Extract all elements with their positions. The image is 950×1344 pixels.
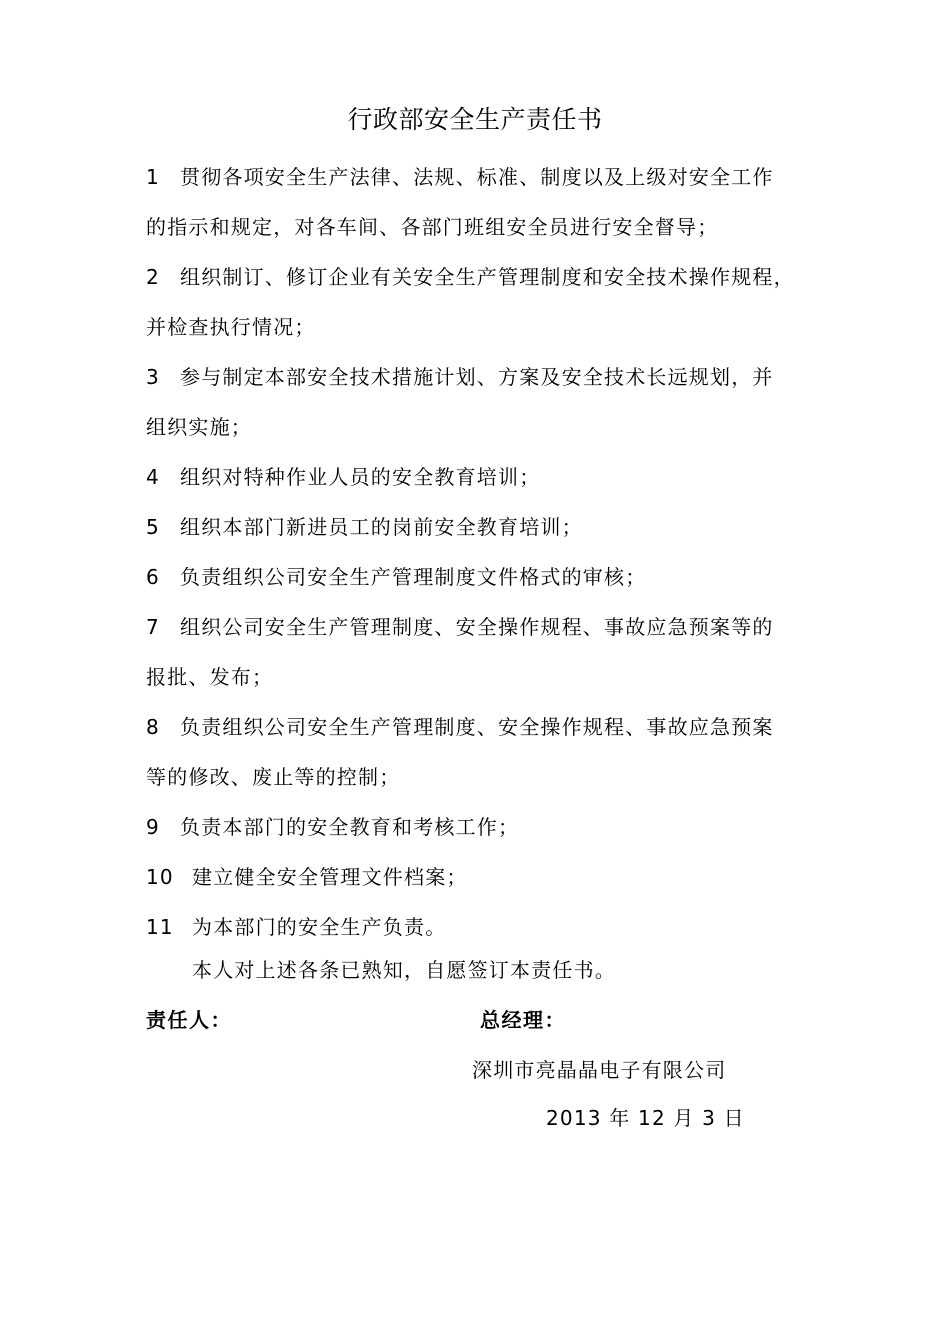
item-text: 为本部门的安全生产负责。 — [192, 915, 447, 939]
list-item — [146, 252, 836, 352]
item-text: 建立健全安全管理文件档案； — [192, 865, 468, 889]
item-text: 组织公司安全生产管理制度、安全操作规程、事故应急预案等的 — [180, 615, 774, 639]
list-item — [146, 852, 836, 902]
list-item — [146, 502, 836, 552]
list-item — [146, 802, 836, 852]
item-number: 9 — [146, 815, 160, 839]
item-number: 10 — [146, 865, 174, 889]
item-text: 组织实施； — [146, 415, 252, 439]
item-text: 负责组织公司安全生产管理制度、安全操作规程、事故应急预案 — [180, 715, 774, 739]
item-text: 报批、发布； — [146, 665, 274, 689]
item-text: 贯彻各项安全生产法律、法规、标准、制度以及上级对安全工作 — [180, 165, 774, 189]
list-item — [146, 152, 836, 252]
agreement-statement: 本人对上述各条已熟知，自愿签订本责任书。 — [192, 958, 616, 982]
list-item — [146, 452, 836, 502]
item-text: 负责组织公司安全生产管理制度文件格式的审核； — [180, 565, 647, 589]
document-date: 2013 年 12 月 3 日 — [546, 1106, 745, 1130]
item-text: 组织对特种作业人员的安全教育培训； — [180, 465, 541, 489]
item-text: 等的修改、废止等的控制； — [146, 765, 401, 789]
item-text: 组织制订、修订企业有关安全生产管理制度和安全技术操作规程， — [180, 265, 795, 289]
item-number: 7 — [146, 615, 160, 639]
list-item — [146, 552, 836, 602]
item-number: 2 — [146, 265, 160, 289]
responsible-person-label: 责任人： — [146, 1008, 232, 1032]
item-number: 3 — [146, 365, 160, 389]
item-number: 8 — [146, 715, 160, 739]
item-text: 参与制定本部安全技术措施计划、方案及安全技术长远规划，并 — [180, 365, 774, 389]
item-text: 的指示和规定，对各车间、各部门班组安全员进行安全督导； — [146, 215, 719, 239]
item-number: 6 — [146, 565, 160, 589]
item-text: 组织本部门新进员工的岗前安全教育培训； — [180, 515, 583, 539]
item-number: 11 — [146, 915, 174, 939]
list-item — [146, 352, 836, 452]
company-name: 深圳市亮晶晶电子有限公司 — [472, 1058, 727, 1082]
item-text: 负责本部门的安全教育和考核工作； — [180, 815, 520, 839]
item-number: 4 — [146, 465, 160, 489]
general-manager-label: 总经理： — [480, 1008, 566, 1032]
list-item — [146, 702, 836, 802]
item-text: 并检查执行情况； — [146, 315, 316, 339]
responsibility-list — [146, 152, 836, 952]
list-item — [146, 602, 836, 702]
document-title: 行政部安全生产责任书 — [347, 105, 603, 134]
item-number: 5 — [146, 515, 160, 539]
item-number: 1 — [146, 165, 160, 189]
